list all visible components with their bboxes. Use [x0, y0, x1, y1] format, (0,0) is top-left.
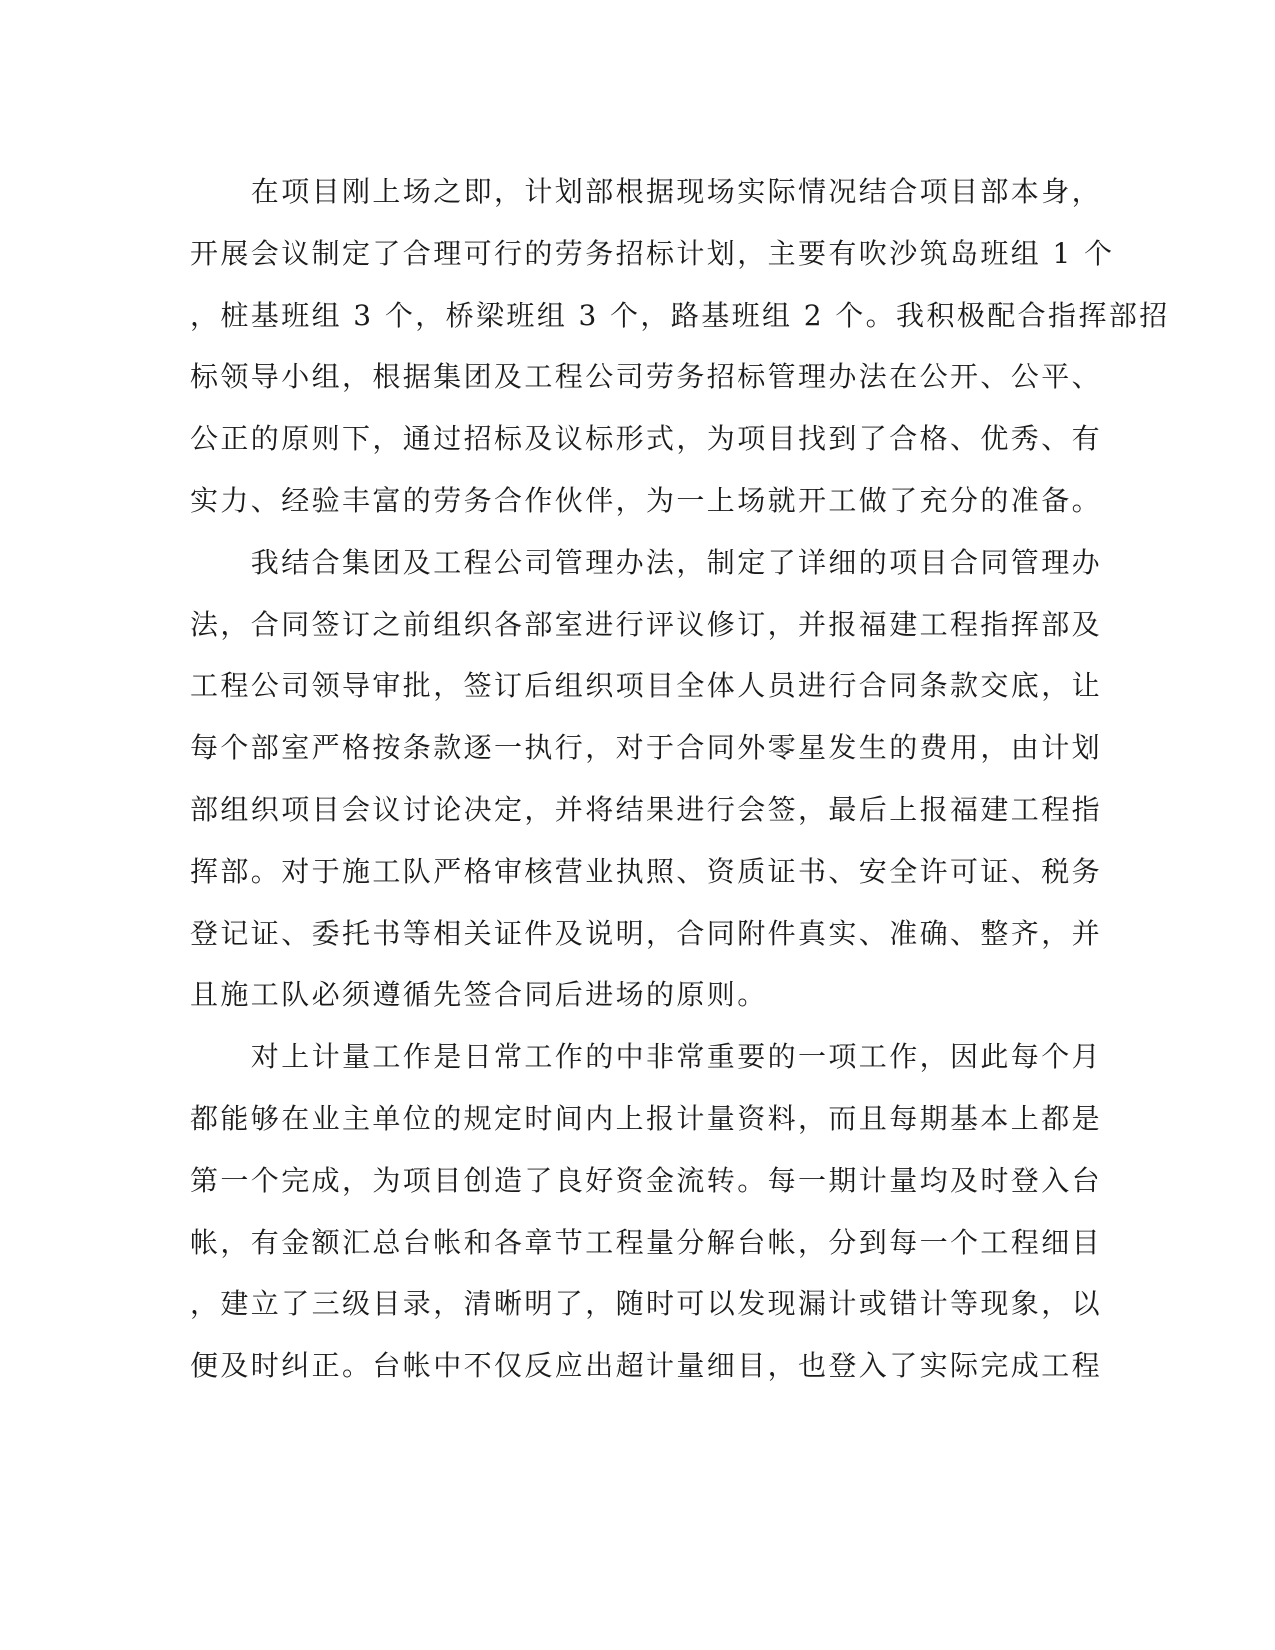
body-text: [190, 161, 1170, 1397]
text-line: ，桩基班组 3 个，桥梁班组 3 个，路基班组 2 个。我积极配合指挥部招: [190, 298, 1170, 332]
text-line: 挥部。对于施工队严格审核营业执照、资质证书、安全许可证、税务: [190, 854, 1103, 888]
text-line: 我结合集团及工程公司管理办法，制定了详细的项目合同管理办: [190, 545, 1103, 579]
text-line: ，建立了三级目录，清晰明了，随时可以发现漏计或错计等现象，以: [190, 1287, 1103, 1321]
text-line: 实力、经验丰富的劳务合作伙伴，为一上场就开工做了充分的准备。: [190, 483, 1103, 517]
text-line: 公正的原则下，通过招标及议标形式，为项目找到了合格、优秀、有: [190, 422, 1103, 456]
text-line: 登记证、委托书等相关证件及说明，合同附件真实、准确、整齐，并: [190, 916, 1103, 950]
text-line: 部组织项目会议讨论决定，并将结果进行会签，最后上报福建工程指: [190, 792, 1103, 826]
text-line: 便及时纠正。台帐中不仅反应出超计量细目，也登入了实际完成工程: [190, 1349, 1103, 1383]
text-line: 在项目刚上场之即，计划部根据现场实际情况结合项目部本身，: [190, 175, 1103, 208]
text-line: 工程公司领导审批，签订后组织项目全体人员进行合同条款交底，让: [190, 669, 1103, 703]
text-line: 法，合同签订之前组织各部室进行评议修订，并报福建工程指挥部及: [190, 607, 1103, 641]
text-line: 帐，有金额汇总台帐和各章节工程量分解台帐，分到每一个工程细目: [190, 1225, 1103, 1259]
text-line: 对上计量工作是日常工作的中非常重要的一项工作，因此每个月: [190, 1040, 1103, 1074]
text-line: 每个部室严格按条款逐一执行，对于合同外零星发生的费用，由计划: [190, 731, 1103, 765]
text-line: 且施工队必须遵循先签合同后进场的原则。: [190, 978, 768, 1012]
text-line: 标领导小组，根据集团及工程公司劳务招标管理办法在公开、公平、: [190, 360, 1103, 394]
text-line: 都能够在业主单位的规定时间内上报计量资料，而且每期基本上都是: [190, 1101, 1103, 1135]
text-line: 开展会议制定了合理可行的劳务招标计划，主要有吹沙筑岛班组 1 个: [190, 236, 1115, 270]
text-line: 第一个完成，为项目创造了良好资金流转。每一期计量均及时登入台: [190, 1163, 1103, 1197]
